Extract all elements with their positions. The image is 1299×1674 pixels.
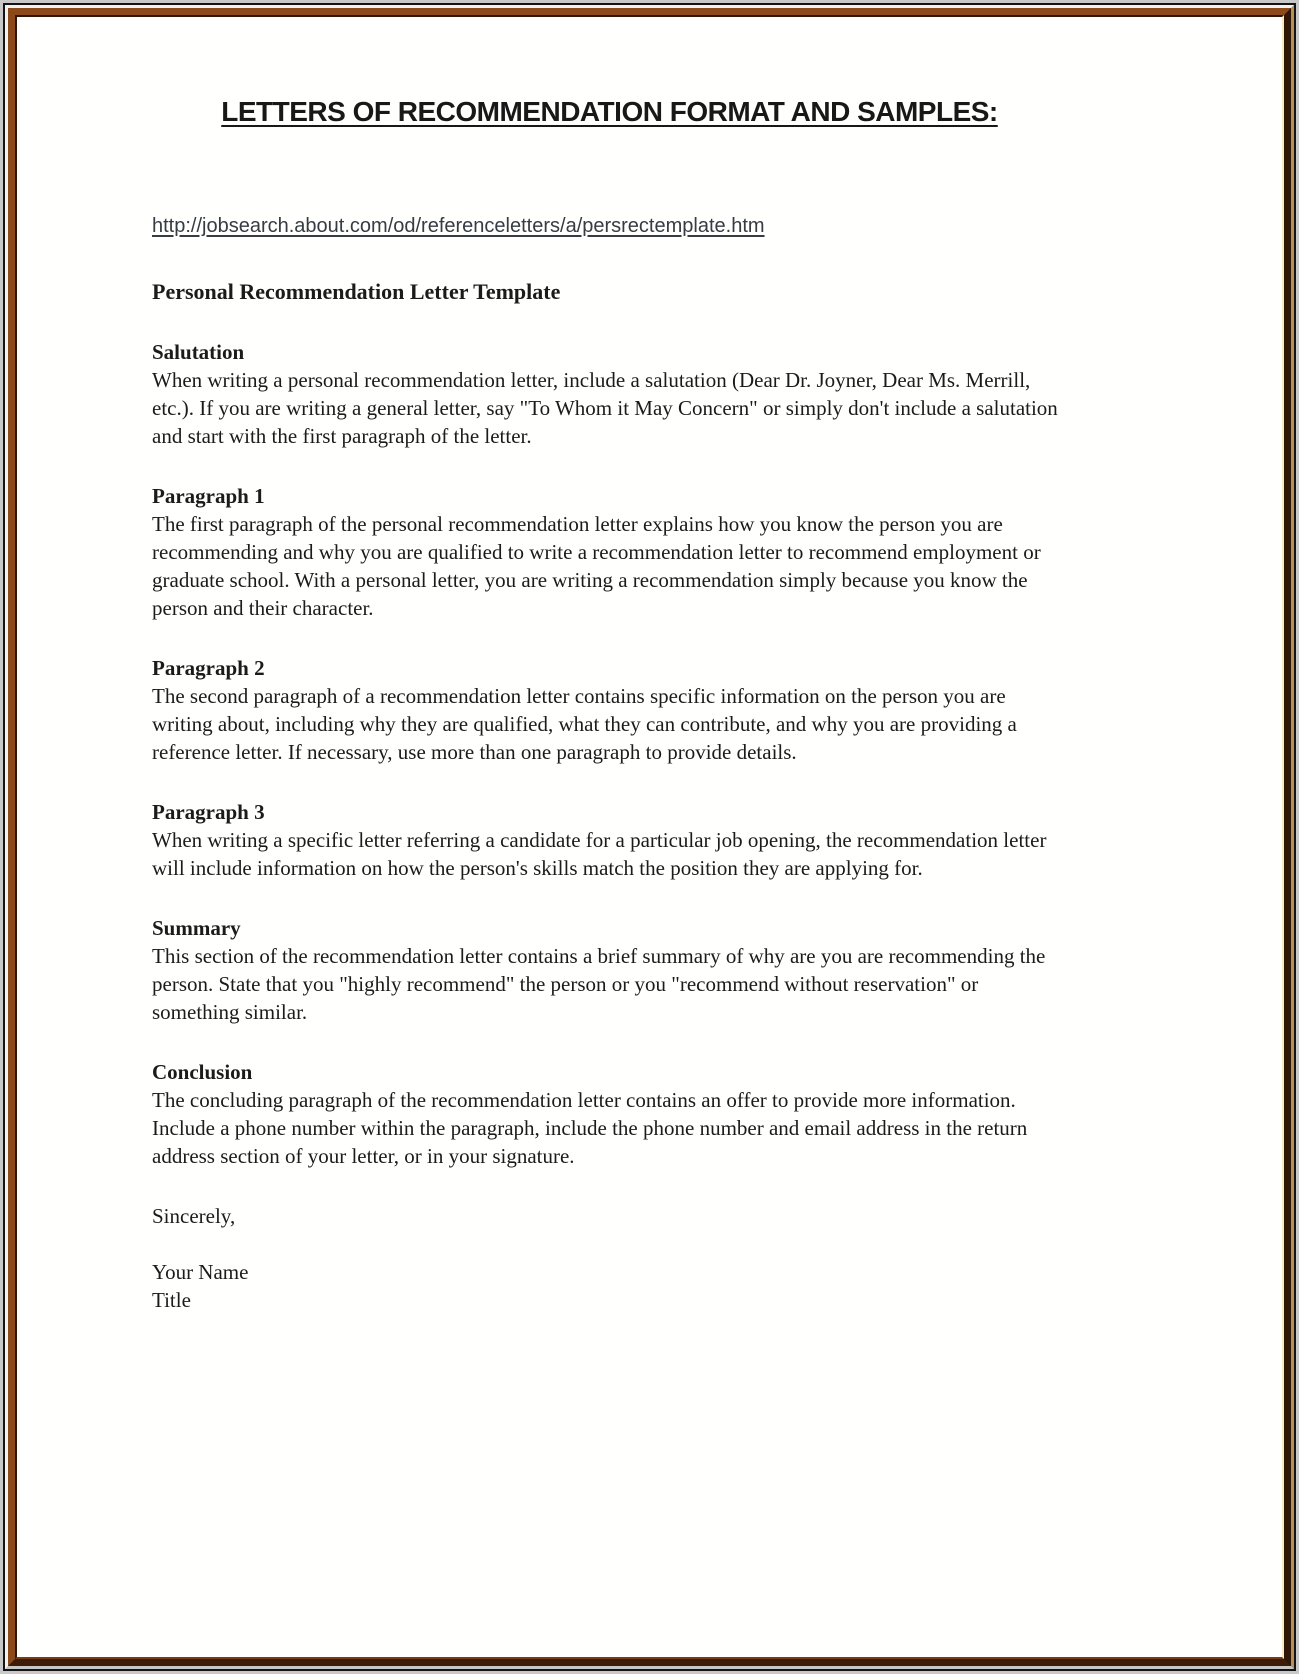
section-paragraph-3 bbox=[152, 798, 1067, 882]
section-paragraph-1-body: The first paragraph of the personal recommendation letter explains how you know the person you are recommending and why you are qualified to write a recommendation letter to recommend employment or graduate school. With a personal letter, you are writing a recommendation simply because you know the person and their character. bbox=[152, 512, 1041, 620]
section-paragraph-3-heading: Paragraph 3 bbox=[152, 800, 265, 824]
closing-title: Title bbox=[152, 1288, 191, 1312]
section-summary bbox=[152, 914, 1067, 1026]
frame-brown-band bbox=[8, 8, 1291, 1666]
frame-black-line bbox=[3, 3, 1296, 1671]
section-paragraph-1 bbox=[152, 482, 1067, 622]
source-url-row bbox=[152, 212, 1067, 240]
section-conclusion bbox=[152, 1058, 1067, 1170]
section-paragraph-1-heading: Paragraph 1 bbox=[152, 484, 265, 508]
section-conclusion-heading: Conclusion bbox=[152, 1060, 253, 1084]
source-url-link[interactable]: http://jobsearch.about.com/od/referenceletters/a/persrectemplate.htm bbox=[152, 215, 765, 237]
section-summary-heading: Summary bbox=[152, 916, 241, 940]
section-paragraph-2 bbox=[152, 654, 1067, 766]
section-paragraph-3-body: When writing a specific letter referring a candidate for a particular job opening, the recommendation letter will include information on how the person's skills match the position they are applying for. bbox=[152, 828, 1047, 880]
closing-name: Your Name bbox=[152, 1260, 249, 1284]
frame-gap-line bbox=[5, 5, 1294, 1669]
frame-inner-line bbox=[15, 15, 1284, 1659]
template-heading: Personal Recommendation Letter Template bbox=[152, 279, 561, 304]
document-title: LETTERS OF RECOMMENDATION FORMAT AND SAMPLES: bbox=[221, 96, 998, 127]
section-salutation bbox=[152, 338, 1067, 450]
section-conclusion-body: The concluding paragraph of the recommendation letter contains an offer to provide more information. Include a phone number within the paragraph, include the phone number and email address in the return address section of your letter, or in your signature. bbox=[152, 1088, 1028, 1168]
document-page bbox=[17, 17, 1282, 1657]
section-salutation-body: When writing a personal recommendation letter, include a salutation (Dear Dr. Joyner, Dear Ms. Merrill, etc.). If you are writing a general letter, say "To Whom it May Concern" or simply don't include a salutation and start with the first paragraph of the letter. bbox=[152, 368, 1058, 448]
section-paragraph-2-body: The second paragraph of a recommendation letter contains specific information on the person you are writing about, including why they are qualified, what they can contribute, and why you are providing a reference letter. If necessary, use more than one paragraph to provide details. bbox=[152, 684, 1017, 764]
closing-sincerely: Sincerely, bbox=[152, 1204, 236, 1228]
section-salutation-heading: Salutation bbox=[152, 340, 245, 364]
section-paragraph-2-heading: Paragraph 2 bbox=[152, 656, 265, 680]
section-summary-body: This section of the recommendation letter contains a brief summary of why are you are recommending the person. State that you "highly recommend" the person or you "recommend without reservation" or something similar. bbox=[152, 944, 1046, 1024]
